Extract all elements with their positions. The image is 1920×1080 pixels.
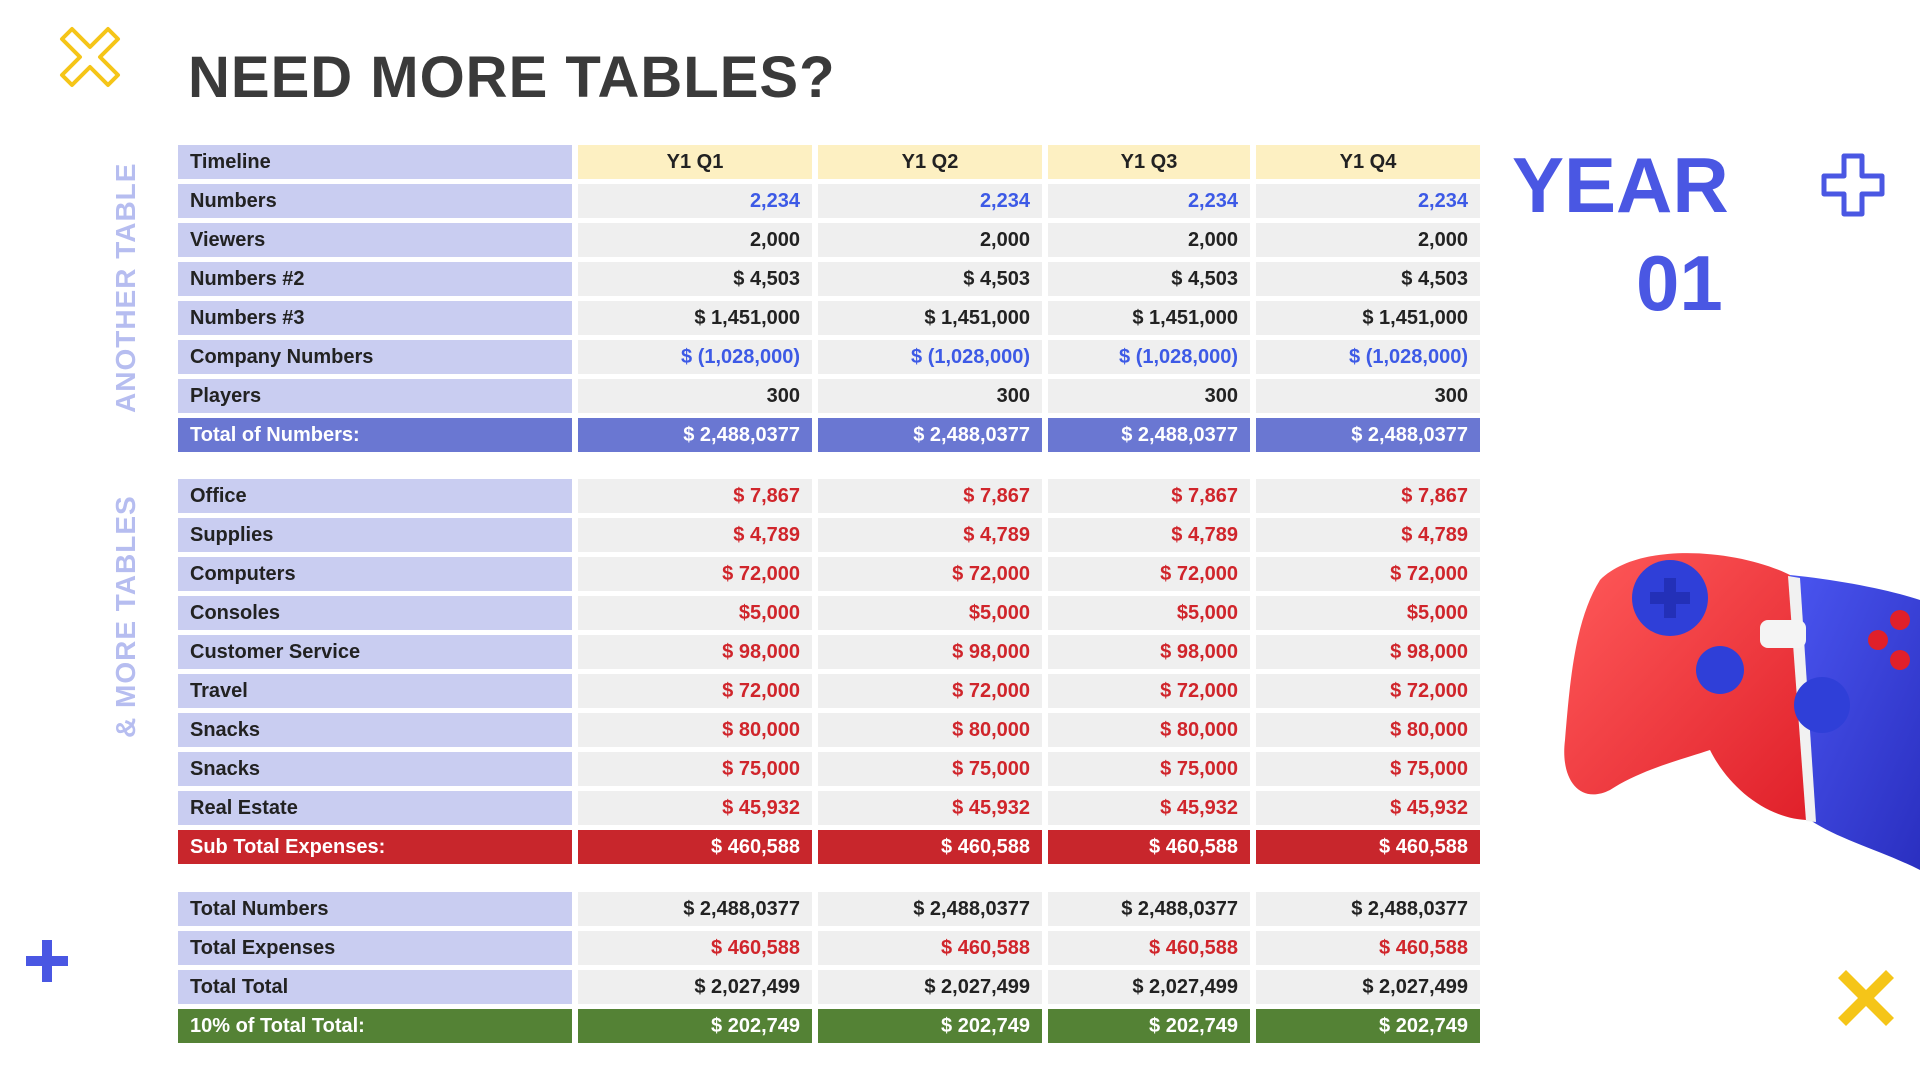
ten-percent-value: $ 202,749 xyxy=(1256,1009,1480,1043)
cell-value: $5,000 xyxy=(578,596,812,630)
cell-value: $ 80,000 xyxy=(818,713,1042,747)
table-row xyxy=(178,184,1480,218)
cell-value: $ 72,000 xyxy=(818,674,1042,708)
table-row xyxy=(178,674,1480,708)
cell-value: $ (1,028,000) xyxy=(818,340,1042,374)
cell-value: $ 4,789 xyxy=(1048,518,1250,552)
table-row xyxy=(178,557,1480,591)
cell-value: 2,234 xyxy=(578,184,812,218)
cell-value: 300 xyxy=(1256,379,1480,413)
cell-value: $ 98,000 xyxy=(1048,635,1250,669)
cell-value: $ 45,932 xyxy=(1256,791,1480,825)
row-label: Supplies xyxy=(178,518,572,552)
cell-value: $ 98,000 xyxy=(1256,635,1480,669)
cell-value: $ 2,488,0377 xyxy=(1256,892,1480,926)
cell-value: $ (1,028,000) xyxy=(578,340,812,374)
cell-value: $ 2,027,499 xyxy=(578,970,812,1004)
cell-value: $ 45,932 xyxy=(1048,791,1250,825)
cell-value: $ 7,867 xyxy=(578,479,812,513)
numbers-table-body xyxy=(178,184,1480,413)
row-label: Total Numbers xyxy=(178,892,572,926)
cell-value: $ 98,000 xyxy=(578,635,812,669)
cell-value: $5,000 xyxy=(1048,596,1250,630)
cell-value: 2,234 xyxy=(818,184,1042,218)
cell-value: $ (1,028,000) xyxy=(1256,340,1480,374)
row-label: Numbers #3 xyxy=(178,301,572,335)
plus-outline-icon xyxy=(1820,152,1886,218)
cell-value: $ 460,588 xyxy=(1256,931,1480,965)
header-timeline: Timeline xyxy=(178,145,572,179)
x-outline-icon xyxy=(58,25,122,89)
cell-value: $ 7,867 xyxy=(1048,479,1250,513)
cell-value: $ 4,789 xyxy=(578,518,812,552)
gamepad-icon xyxy=(1560,520,1920,870)
header-row xyxy=(178,145,1480,179)
cell-value: $ 1,451,000 xyxy=(1048,301,1250,335)
page-title: NEED MORE TABLES? xyxy=(188,45,836,110)
subtotal-label: Sub Total Expenses: xyxy=(178,830,572,864)
table-row xyxy=(178,301,1480,335)
cell-value: 2,234 xyxy=(1256,184,1480,218)
row-label: Company Numbers xyxy=(178,340,572,374)
subtotal-value: $ 460,588 xyxy=(818,830,1042,864)
cell-value: $ 2,488,0377 xyxy=(818,892,1042,926)
header-y1q1: Y1 Q1 xyxy=(578,145,812,179)
cell-value: 300 xyxy=(818,379,1042,413)
ten-percent-value: $ 202,749 xyxy=(578,1009,812,1043)
ten-percent-row xyxy=(178,1009,1480,1043)
cell-value: 300 xyxy=(578,379,812,413)
header-y1q3: Y1 Q3 xyxy=(1048,145,1250,179)
cell-value: $ 80,000 xyxy=(578,713,812,747)
cell-value: $ 72,000 xyxy=(818,557,1042,591)
table-row xyxy=(178,752,1480,786)
cell-value: $ 75,000 xyxy=(1256,752,1480,786)
expenses-table-body xyxy=(178,479,1480,825)
ten-percent-value: $ 202,749 xyxy=(818,1009,1042,1043)
cell-value: $ 4,503 xyxy=(818,262,1042,296)
cell-value: $ 80,000 xyxy=(1048,713,1250,747)
total-row xyxy=(178,418,1480,452)
year-word: YEAR xyxy=(1512,141,1729,229)
row-label: Players xyxy=(178,379,572,413)
cell-value: $ 4,503 xyxy=(578,262,812,296)
cell-value: $ 7,867 xyxy=(1256,479,1480,513)
cell-value: $ 1,451,000 xyxy=(578,301,812,335)
plus-solid-icon xyxy=(26,940,68,982)
cell-value: $ 460,588 xyxy=(818,931,1042,965)
cell-value: $5,000 xyxy=(818,596,1042,630)
header-y1q2: Y1 Q2 xyxy=(818,145,1042,179)
table-row xyxy=(178,340,1480,374)
cell-value: $ 1,451,000 xyxy=(818,301,1042,335)
table-row xyxy=(178,262,1480,296)
cell-value: $ 72,000 xyxy=(1256,557,1480,591)
cell-value: $ 4,503 xyxy=(1256,262,1480,296)
cell-value: $ 72,000 xyxy=(1048,674,1250,708)
row-label: Snacks xyxy=(178,752,572,786)
cell-value: $ 1,451,000 xyxy=(1256,301,1480,335)
cell-value: $ (1,028,000) xyxy=(1048,340,1250,374)
cell-value: $ 460,588 xyxy=(578,931,812,965)
table-row xyxy=(178,970,1480,1004)
cell-value: 2,000 xyxy=(1048,223,1250,257)
subtotal-value: $ 460,588 xyxy=(578,830,812,864)
cell-value: $ 45,932 xyxy=(578,791,812,825)
table-row xyxy=(178,713,1480,747)
cell-value: 2,000 xyxy=(1256,223,1480,257)
table-row xyxy=(178,596,1480,630)
cell-value: 300 xyxy=(1048,379,1250,413)
table-row xyxy=(178,479,1480,513)
table-row xyxy=(178,379,1480,413)
row-label: Travel xyxy=(178,674,572,708)
cell-value: $ 4,789 xyxy=(818,518,1042,552)
row-label: Consoles xyxy=(178,596,572,630)
x-solid-icon xyxy=(1838,970,1894,1026)
header-y1q4: Y1 Q4 xyxy=(1256,145,1480,179)
total-value: $ 2,488,0377 xyxy=(1256,418,1480,452)
cell-value: $ 2,027,499 xyxy=(818,970,1042,1004)
row-label: Office xyxy=(178,479,572,513)
cell-value: $ 7,867 xyxy=(818,479,1042,513)
table-row xyxy=(178,791,1480,825)
side-label-another-table: ANOTHER TABLE xyxy=(110,162,141,413)
cell-value: $ 75,000 xyxy=(578,752,812,786)
row-label: Customer Service xyxy=(178,635,572,669)
cell-value: 2,234 xyxy=(1048,184,1250,218)
total-label: Total of Numbers: xyxy=(178,418,572,452)
row-label: Numbers xyxy=(178,184,572,218)
subtotal-row xyxy=(178,830,1480,864)
ten-percent-label: 10% of Total Total: xyxy=(178,1009,572,1043)
cell-value: $ 2,488,0377 xyxy=(1048,892,1250,926)
total-value: $ 2,488,0377 xyxy=(818,418,1042,452)
cell-value: $ 460,588 xyxy=(1048,931,1250,965)
cell-value: $ 75,000 xyxy=(1048,752,1250,786)
cell-value: $ 4,789 xyxy=(1256,518,1480,552)
subtotal-value: $ 460,588 xyxy=(1256,830,1480,864)
cell-value: $5,000 xyxy=(1256,596,1480,630)
cell-value: 2,000 xyxy=(818,223,1042,257)
summary-table-body xyxy=(178,892,1480,1004)
cell-value: $ 72,000 xyxy=(1256,674,1480,708)
cell-value: $ 72,000 xyxy=(578,557,812,591)
cell-value: $ 45,932 xyxy=(818,791,1042,825)
side-label-more-tables: & MORE TABLES xyxy=(110,495,141,738)
cell-value: $ 98,000 xyxy=(818,635,1042,669)
row-label: Total Total xyxy=(178,970,572,1004)
cell-value: $ 72,000 xyxy=(1048,557,1250,591)
cell-value: $ 75,000 xyxy=(818,752,1042,786)
table-row xyxy=(178,635,1480,669)
table-row xyxy=(178,892,1480,926)
cell-value: $ 2,027,499 xyxy=(1048,970,1250,1004)
row-label: Viewers xyxy=(178,223,572,257)
subtotal-value: $ 460,588 xyxy=(1048,830,1250,864)
cell-value: $ 80,000 xyxy=(1256,713,1480,747)
cell-value: $ 72,000 xyxy=(578,674,812,708)
row-label: Numbers #2 xyxy=(178,262,572,296)
total-value: $ 2,488,0377 xyxy=(1048,418,1250,452)
cell-value: $ 2,488,0377 xyxy=(578,892,812,926)
row-label: Snacks xyxy=(178,713,572,747)
expenses-table xyxy=(172,474,1486,869)
total-value: $ 2,488,0377 xyxy=(578,418,812,452)
ten-percent-value: $ 202,749 xyxy=(1048,1009,1250,1043)
cell-value: 2,000 xyxy=(578,223,812,257)
year-number: 01 xyxy=(1636,239,1723,327)
table-row xyxy=(178,518,1480,552)
cell-value: $ 2,027,499 xyxy=(1256,970,1480,1004)
cell-value: $ 4,503 xyxy=(1048,262,1250,296)
row-label: Computers xyxy=(178,557,572,591)
numbers-table xyxy=(172,140,1486,457)
table-row xyxy=(178,223,1480,257)
row-label: Real Estate xyxy=(178,791,572,825)
table-row xyxy=(178,931,1480,965)
summary-table xyxy=(172,887,1486,1048)
row-label: Total Expenses xyxy=(178,931,572,965)
